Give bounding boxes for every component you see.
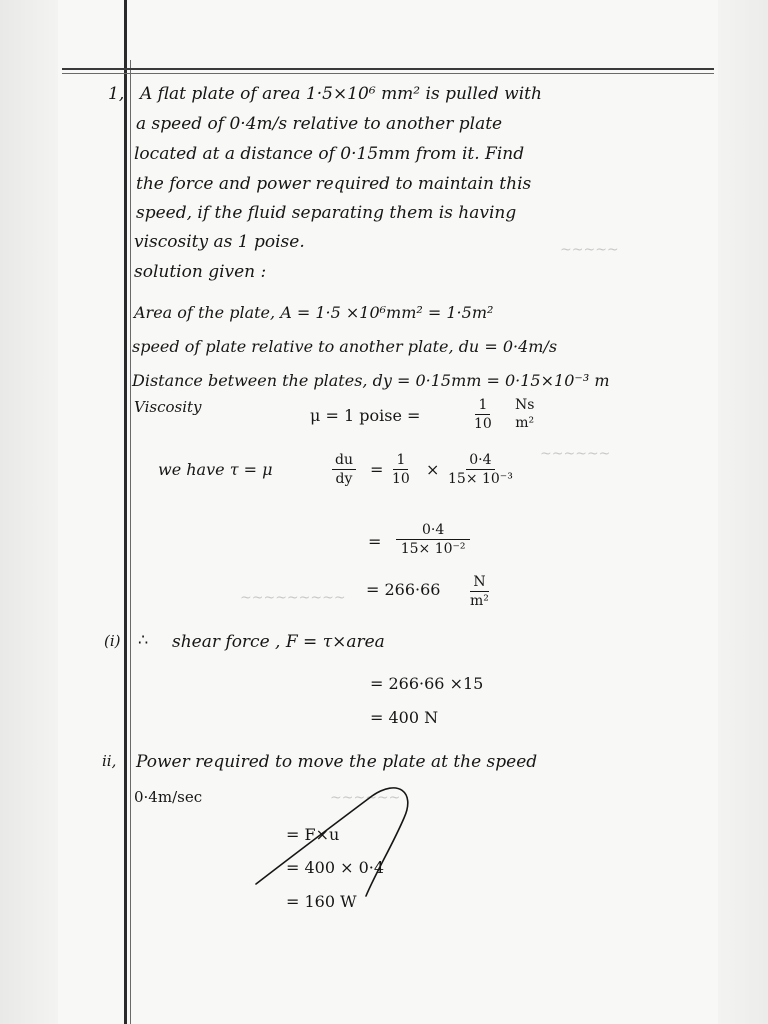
shear-force-calc: = 266·66 ×15 xyxy=(370,674,484,693)
bleed-through-2: ~~~~~~ xyxy=(540,446,611,462)
tau-num-2: 0·4 xyxy=(396,522,470,540)
power-eq-2: = 400 × 0·4 xyxy=(286,858,385,877)
part-i-label: (i) xyxy=(104,632,121,650)
problem-line-1: A flat plate of area 1·5×10⁶ mm² is pulled with xyxy=(140,84,542,104)
tau-den-1: 15× 10⁻³ xyxy=(448,471,513,487)
bleed-through-4: ~~~~~~ xyxy=(330,790,401,806)
bleed-through-1: ~~~~~ xyxy=(560,242,619,258)
problem-number: 1, xyxy=(108,84,125,104)
viscosity-label: Viscosity xyxy=(134,398,202,416)
problem-line-4: the force and power required to maintain this xyxy=(136,174,532,194)
we-have: we have τ = μ xyxy=(158,460,273,479)
tau-num-1: 0·4 xyxy=(466,452,494,470)
power-line-1: Power required to move the plate at the speed xyxy=(136,752,538,772)
problem-line-5: speed, if the fluid separating them is having xyxy=(136,203,517,223)
shear-force-line: shear force , F = τ×area xyxy=(172,632,385,652)
times-sign: × xyxy=(426,460,440,479)
viscosity-unit-den: m² xyxy=(515,415,535,431)
given-speed: speed of plate relative to another plate, du = 0·4m/s xyxy=(132,337,558,356)
given-area: Area of the plate, A = 1·5 ×10⁶mm² = 1·5m² xyxy=(134,303,494,322)
viscosity-eq: μ = 1 poise = xyxy=(310,406,421,425)
dy-label: dy xyxy=(335,471,353,487)
bleed-through-3: ~~~~~~~~~ xyxy=(240,590,346,606)
shear-force-result: = 400 N xyxy=(370,708,439,727)
solution-heading: solution given : xyxy=(134,262,267,282)
therefore-sign: ∴ xyxy=(138,630,149,649)
unit-n: N xyxy=(470,574,488,592)
problem-line-3: located at a distance of 0·15mm from it. Find xyxy=(134,144,525,164)
tau-result: = 266·66 xyxy=(366,580,441,599)
ten-den: 10 xyxy=(392,471,410,487)
power-line-2: 0·4m/sec xyxy=(134,788,203,806)
one-num: 1 xyxy=(393,452,408,470)
part-ii-label: ii, xyxy=(102,752,117,770)
eq-sign-1: = xyxy=(370,460,384,479)
problem-line-6: viscosity as 1 poise. xyxy=(134,232,305,252)
power-eq-1: = F×u xyxy=(286,825,340,844)
power-eq-3: = 160 W xyxy=(286,892,357,911)
problem-line-2: a speed of 0·4m/s relative to another plate xyxy=(136,114,503,134)
viscosity-frac-den: 10 xyxy=(474,416,492,432)
viscosity-frac-num: 1 xyxy=(475,397,490,415)
du-label: du xyxy=(332,452,356,470)
given-distance: Distance between the plates, dy = 0·15mm = 0·15×10⁻³ m xyxy=(132,371,610,390)
unit-m2: m² xyxy=(470,593,489,609)
eq-sign-2: = xyxy=(368,532,382,551)
tau-den-2: 15× 10⁻² xyxy=(400,541,466,557)
viscosity-unit-num: Ns xyxy=(515,397,535,413)
